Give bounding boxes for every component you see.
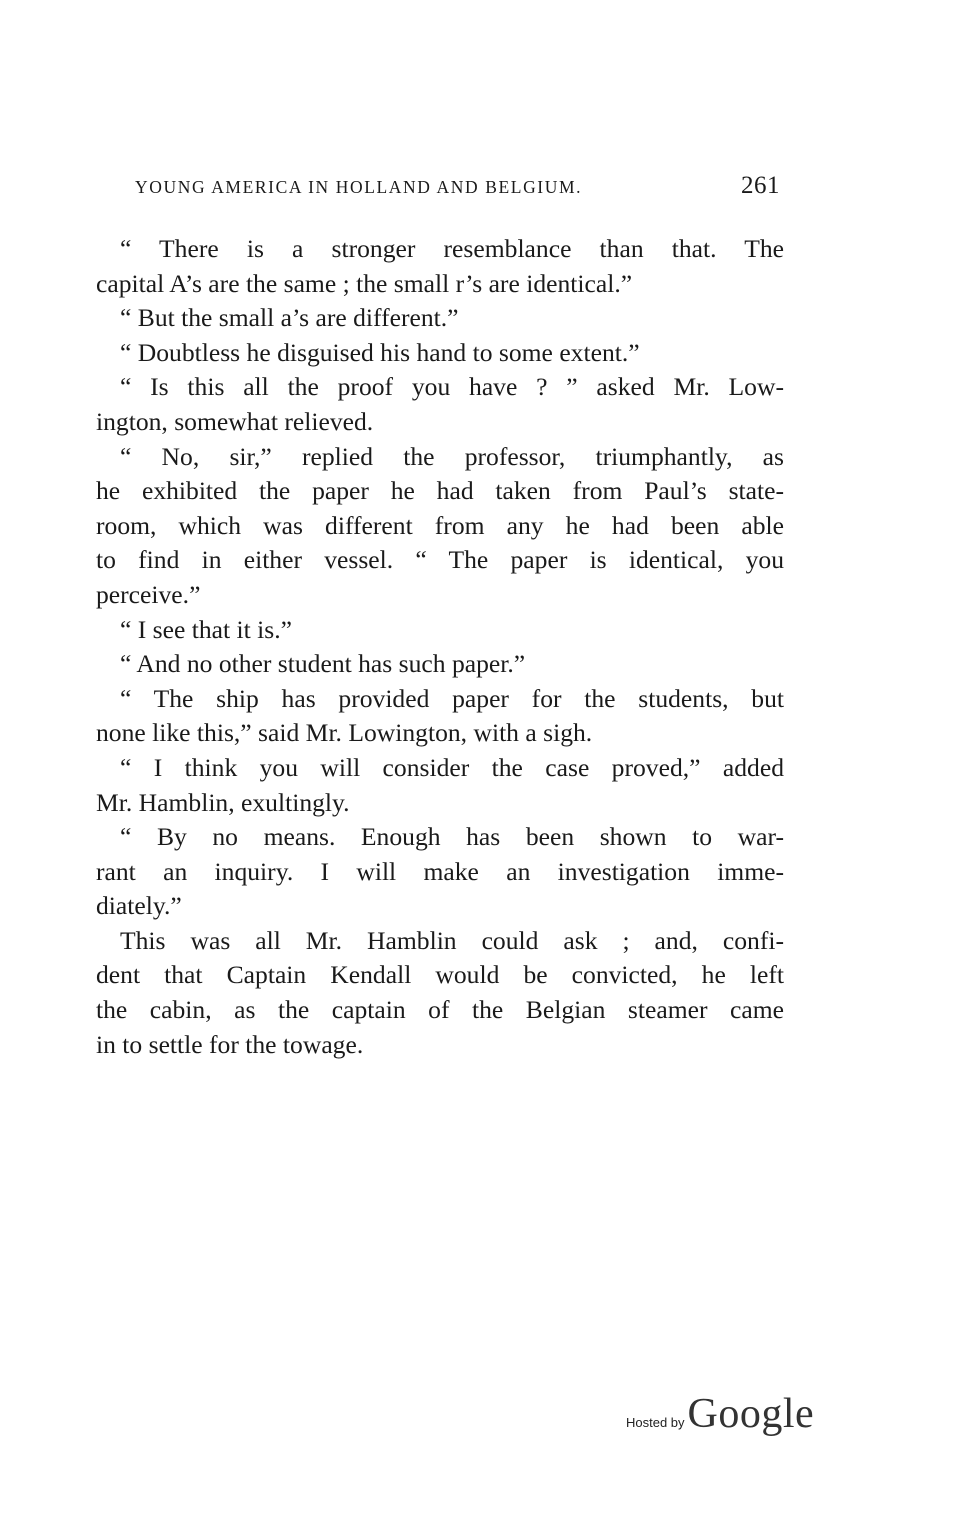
- hosted-by-label: Hosted by: [626, 1415, 685, 1430]
- text-line: rant an inquiry. I will make an investigation imme-: [96, 856, 784, 886]
- text-line: capital A’s are the same ; the small r’s are identical.”: [96, 268, 633, 298]
- text-line: “ There is a stronger resemblance than that. The: [120, 234, 784, 263]
- text-line: ington, somewhat relieved.: [96, 406, 374, 436]
- text-line: “ But the small a’s are different.”: [120, 303, 459, 333]
- text-line: “ No, sir,” replied the professor, triumphantly, as: [120, 441, 784, 471]
- text-line: “ Doubtless he disguised his hand to some extent.”: [120, 337, 640, 367]
- text-line: “ By no means. Enough has been shown to war-: [120, 822, 784, 852]
- text-line: room, which was different from any he had been able: [96, 510, 784, 540]
- text-line: Mr. Hamblin, exultingly.: [96, 787, 350, 817]
- page-number: 261: [741, 172, 780, 199]
- text-line: he exhibited the paper he had taken from Paul’s state-: [96, 476, 784, 506]
- text-line: “ And no other student has such paper.”: [120, 649, 526, 679]
- text-line: dent that Captain Kendall would be convicted, he left: [96, 960, 784, 990]
- text-line: diately.”: [96, 891, 182, 921]
- running-head: [135, 172, 780, 206]
- text-line: “ Is this all the proof you have ? ” asked Mr. Low-: [120, 372, 784, 402]
- text-line: the cabin, as the captain of the Belgian steamer came: [96, 995, 784, 1025]
- running-title: YOUNG AMERICA IN HOLLAND AND BELGIUM.: [135, 177, 583, 197]
- text-line: in to settle for the towage.: [96, 1029, 364, 1059]
- text-line: “ The ship has provided paper for the students, but: [120, 683, 784, 713]
- google-wordmark: Google: [687, 1391, 815, 1437]
- text-line: “ I see that it is.”: [120, 614, 292, 644]
- hosted-by-google-logo: [626, 1390, 814, 1438]
- text-line: perceive.”: [96, 579, 201, 609]
- text-line: to find in either vessel. “ The paper is identical, you: [96, 545, 784, 575]
- text-line: This was all Mr. Hamblin could ask ; and, confi-: [120, 925, 784, 955]
- text-line: none like this,” said Mr. Lowington, with a sigh.: [96, 718, 593, 748]
- text-line: “ I think you will consider the case proved,” added: [120, 752, 784, 782]
- body-text: [96, 232, 784, 1062]
